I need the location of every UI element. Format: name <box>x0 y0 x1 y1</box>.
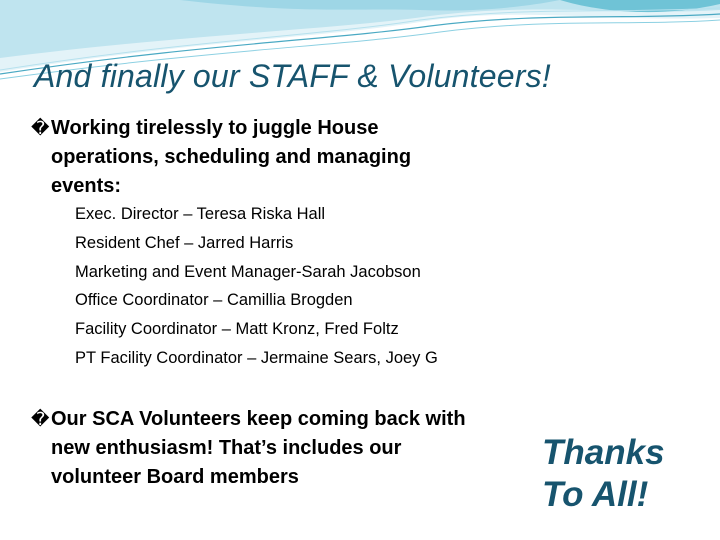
bullet-text-line: events: <box>51 175 122 197</box>
bullet-glyph-icon: � <box>31 118 50 139</box>
thanks-line: Thanks <box>542 433 665 472</box>
bullet-text-line: operations, scheduling and managing <box>51 146 412 168</box>
staff-item: Exec. Director – Teresa Riska Hall <box>75 205 326 223</box>
bullet-text-line: new enthusiasm! That’s includes our <box>51 437 402 459</box>
staff-item: PT Facility Coordinator – Jermaine Sears, Joey G <box>75 348 438 367</box>
staff-item: Facility Coordinator – Matt Kronz, Fred Foltz <box>75 320 399 339</box>
thanks-line: To All! <box>542 475 649 514</box>
staff-item: Resident Chef – Jarred Harris <box>75 233 294 252</box>
staff-list <box>75 200 438 373</box>
bullet-text-line: Working tirelessly to juggle House <box>51 117 379 139</box>
bullet-glyph-icon: � <box>31 409 50 430</box>
staff-item: Office Coordinator – Camillia Brogden <box>75 291 353 310</box>
bullet-staff <box>31 114 501 201</box>
staff-item: Marketing and Event Manager-Sarah Jacobson <box>75 262 421 281</box>
bullet-text-line: Our SCA Volunteers keep coming back with <box>51 408 466 430</box>
bullet-volunteers <box>31 405 501 492</box>
bullet-text-line: volunteer Board members <box>51 466 299 488</box>
thanks-message <box>542 432 665 516</box>
slide-title: And finally our STAFF & Volunteers! <box>34 58 551 94</box>
